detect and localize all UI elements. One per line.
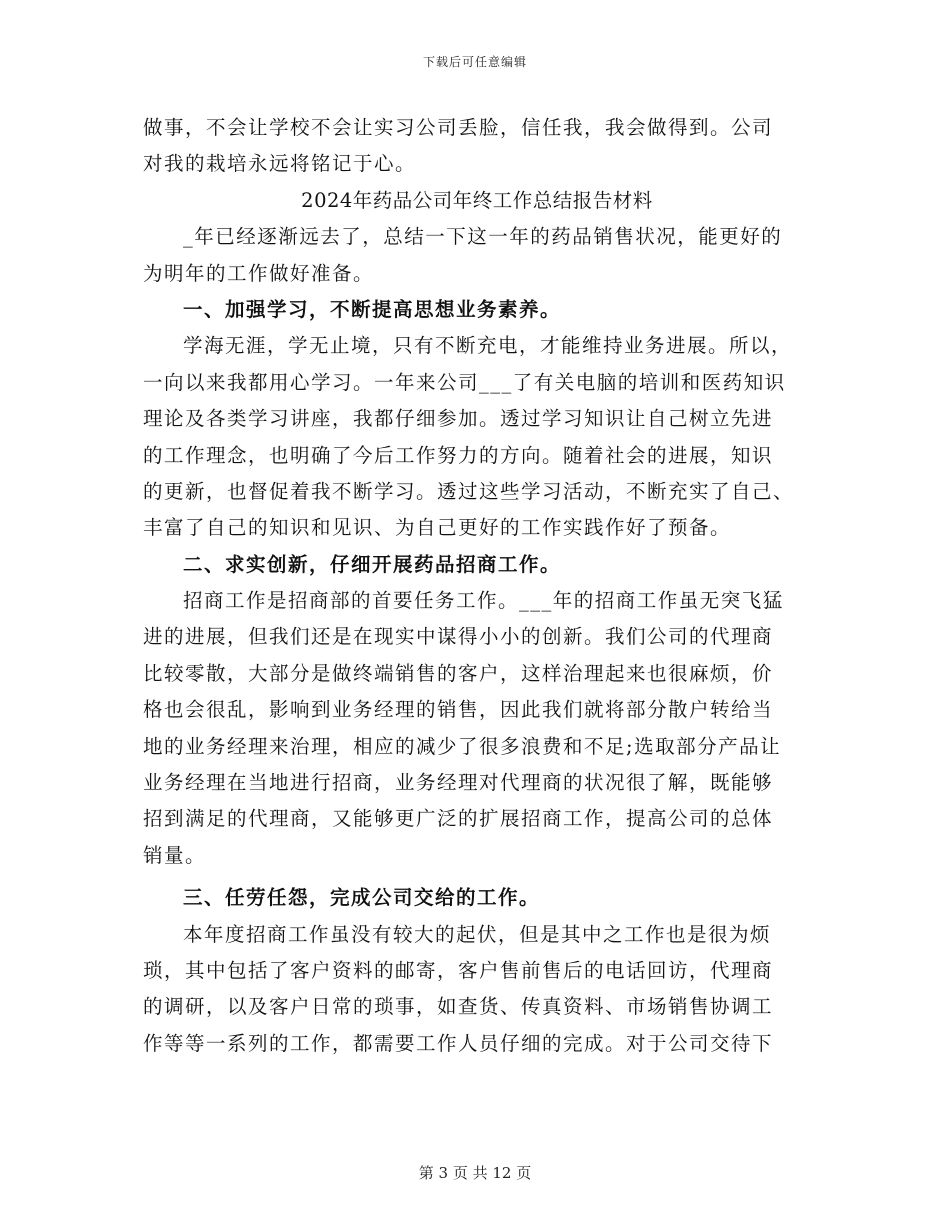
text-line: 对我的栽培永远将铭记于心。 xyxy=(143,152,417,176)
text-line: 比较零散，大部分是做终端销售的客户，这样治理起来也很麻烦，价 xyxy=(143,661,774,685)
text-line: 地的业务经理来治理，相应的减少了很多浪费和不足;选取部分产品让 xyxy=(143,734,782,758)
text-line: 做事，不会让学校不会让实习公司丢脸，信任我，我会做得到。公司 xyxy=(143,116,774,139)
text-line: 一向以来我都用心学习。一年来公司___了有关电脑的培训和医药知识 xyxy=(143,370,786,394)
text-line: 格也会很乱，影响到业务经理的销售，因此我们就将部分散户转给当 xyxy=(143,698,774,722)
page-number: 第 3 页 共 12 页 xyxy=(418,1164,532,1182)
text-line: 销量。 xyxy=(143,843,207,867)
text-line: 学海无涯，学无止境，只有不断充电，才能维持业务进展。所以， xyxy=(183,334,793,358)
text-line: 作等等一系列的工作，都需要工作人员仔细的完成。对于公司交待下 xyxy=(143,1031,774,1055)
text-line: 理论及各类学习讲座，我都仔细参加。透过学习知识让自己树立先进 xyxy=(143,407,774,431)
section-heading: 三、任劳任怨，完成公司交给的工作。 xyxy=(183,886,541,910)
text-line: 为明年的工作做好准备。 xyxy=(143,261,375,285)
document-body xyxy=(143,110,811,1062)
text-line: 丰富了自己的知识和见识、为自己更好的工作实践作好了预备。 xyxy=(143,516,732,540)
page-header: 下载后可任意编辑 xyxy=(422,55,527,69)
text-line: 琐，其中包括了客户资料的邮寄，客户售前售后的电话回访，代理商 xyxy=(143,958,774,982)
text-line: 的调研，以及客户日常的琐事，如查货、传真资料、市场销售协调工 xyxy=(143,995,774,1019)
text-line: _年已经逐渐远去了，总结一下这一年的药品销售状况，能更好的 xyxy=(183,225,783,249)
text-line: 业务经理在当地进行招商，业务经理对代理商的状况很了解，既能够 xyxy=(143,771,774,795)
text-line: 的更新，也督促着我不断学习。透过这些学习活动，不断充实了自己、 xyxy=(143,479,795,503)
section-heading: 二、求实创新，仔细开展药品招商工作。 xyxy=(183,552,562,576)
text-line: 本年度招商工作虽没有较大的起伏，但是其中之工作也是很为烦 xyxy=(183,922,772,946)
section-heading: 一、加强学习，不断提高思想业务素养。 xyxy=(183,297,562,321)
text-line: 招商工作是招商部的首要任务工作。___年的招商工作虽无突飞猛 xyxy=(183,589,784,613)
document-title: 2024年药品公司年终工作总结报告材料 xyxy=(301,188,653,212)
text-line: 的工作理念，也明确了今后工作努力的方向。随着社会的进展，知识 xyxy=(143,443,774,467)
text-line: 招到满足的代理商，又能够更广泛的扩展招商工作，提高公司的总体 xyxy=(143,807,774,831)
text-line: 进的进展，但我们还是在现实中谋得小小的创新。我们公司的代理商 xyxy=(143,625,774,649)
